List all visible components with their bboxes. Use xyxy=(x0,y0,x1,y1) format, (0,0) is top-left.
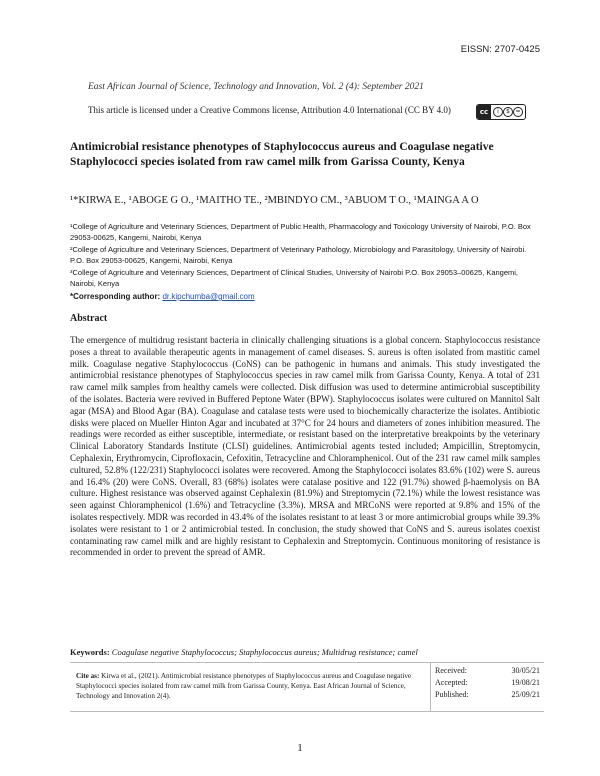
article-title: Antimicrobial resistance phenotypes of Staphylococcus aureus and Coagulase negative Staphylococci species isolated from raw camel milk from Garissa County, Kenya xyxy=(70,141,494,168)
share-icon: $ xyxy=(503,107,513,117)
accepted-label: Accepted: xyxy=(435,678,468,687)
accepted-value: 19/08/21 xyxy=(511,678,540,687)
publication-dates xyxy=(430,663,544,711)
received-value: 30/05/21 xyxy=(511,666,540,675)
affiliation-1: ¹College of Agriculture and Veterinary Sciences, Department of Public Health, Pharmacology and Toxicology University of Nairobi, P.O. Box 29053-00625, Kangemi, Nairobi, Kenya xyxy=(70,222,531,242)
received-label: Received: xyxy=(435,666,467,675)
corresponding-author xyxy=(70,292,255,301)
page-number: 1 xyxy=(297,742,303,754)
attribution-icon: i xyxy=(493,107,503,117)
accepted-date-row xyxy=(435,677,540,689)
citation-label: Cite as: xyxy=(76,672,100,680)
abstract-body: The emergence of multidrug resistant bacteria in clinically challenging situations is a global concern. Staphylococcus resistance poses a threat to available therapeutic agents in management of camel diseases. S. aureus is often isolated from mastitic camel milk. Coagulase negative Staphylococcus (CoNS) can be pathogenic in humans and animals. This study investigated the antimicrobial resistance phenotypes of Staphylococcus species in raw camel milk from Garissa County, Kenya. A total of 231 raw camel milk samples from healthy camels were collected. Disk diffusion was used to determine antimicrobial susceptibility of the isolates. Bacteria were revived in Buffered Peptone Water (BPW). Staphylococcus isolates were cultured on Mannitol Salt agar (MSA) and Blood Agar (BA). Coagulase and catalase tests were used to biochemically characterize the isolates. Antibiotic disks were placed on Mueller Hinton Agar and incubated at 37°C for 24 hours and diameters of zones inhibition measured. The readings were recorded as either susceptible, intermediate, or resistant based on the interpretative breakpoints by the veterinary Clinical Laboratory Standards Institute (CLSI) guidelines. Antimicrobial agents tested included; Ampicillin, Streptomycin, Cephalexin, Erythromycin, Ciprofloxacin, Cefoxitin, Tetracycline and Chloramphenicol. Out of the 231 raw camel milk samples cultured, 52.8% (122/231) Staphylococci isolates were recovered. Among the Staphylococci isolates 83.6% (102) were S. aureus and 16.4% (20) were CoNS. Overall, 83 (68%) isolates were catalase positive and 122 (91.7%) showed β-haemolysis on BA culture. Highest resistance was observed against Cephalexin (81.9%) and Streptomycin (72.1%) while the lowest resistance was seen against Chloramphenicol (1.6%) and Tetracycline (3.3%). MRSA and MRCoNS were reported at 9.8% and 15% of the isolates respectively. MDR was recorded in 43.4% of the isolates resistant to at least 3 or more antimicrobial groups while 39.3% isolates were resistant to 1 or 2 antimicrobial tested. In conclusion, the study showed that CoNS and S. aureus isolates coexist contaminating raw camel milk and are highly resistant to Cephalexin and Streptomycin. Continuous monitoring of resistance is recommended in order to prevent the spread of AMR. xyxy=(70,335,540,558)
equals-icon: = xyxy=(513,107,523,117)
citation-text: Kirwa et al., (2021). Antimicrobial resistance phenotypes of Staphylococcus aureus and Coagulase negative Staphylococci species isolated from raw camel milk from Garissa County, Kenya. East African Journal of Science, Technology and Innovation 2(4). xyxy=(76,672,412,700)
published-date-row xyxy=(435,689,540,701)
journal-citation: East African Journal of Science, Technology and Innovation, Vol. 2 (4): September 2021 xyxy=(88,82,424,92)
cc-by-icon[interactable] xyxy=(476,104,526,120)
abstract-heading: Abstract xyxy=(70,313,108,324)
keywords-label: Keywords: xyxy=(70,647,110,657)
issn-label: EISSN: 2707-0425 xyxy=(460,44,540,55)
citation-box xyxy=(70,662,544,712)
citation xyxy=(76,671,416,701)
corresponding-email-link[interactable]: dr.kipchumba@gmail.com xyxy=(162,292,255,301)
keywords-list: Coagulase negative Staphylococcus; Staphylococcus aureus; Multidrug resistance; camel xyxy=(111,647,418,657)
published-value: 25/09/21 xyxy=(511,690,540,699)
corresponding-label: *Corresponding author: xyxy=(70,292,161,301)
license-statement: This article is licensed under a Creative Commons license, Attribution 4.0 International (CC BY 4.0) xyxy=(88,105,451,115)
keywords-line xyxy=(70,647,418,657)
received-date-row xyxy=(435,665,540,677)
cc-logo-icon: cc xyxy=(477,105,491,119)
affiliation-2: ²College of Agriculture and Veterinary Sciences, Department of Veterinary Pathology, Microbiology and Parasitology, University of Nairobi. P.O. Box 29053-00625, Kangemi, Nairobi, Kenya xyxy=(70,245,527,265)
author-list: ¹*KIRWA E., ¹ABOGE G O., ¹MAITHO TE., ²MBINDYO CM., ³ABUOM T O., ¹MAINGA A O xyxy=(70,195,479,206)
affiliation-3: ³College of Agriculture and Veterinary Sciences, Department of Clinical Studies, University of Nairobi P.O. Box 29053–00625, Kangemi, Nairobi, Kenya xyxy=(70,268,519,288)
published-label: Published: xyxy=(435,690,469,699)
